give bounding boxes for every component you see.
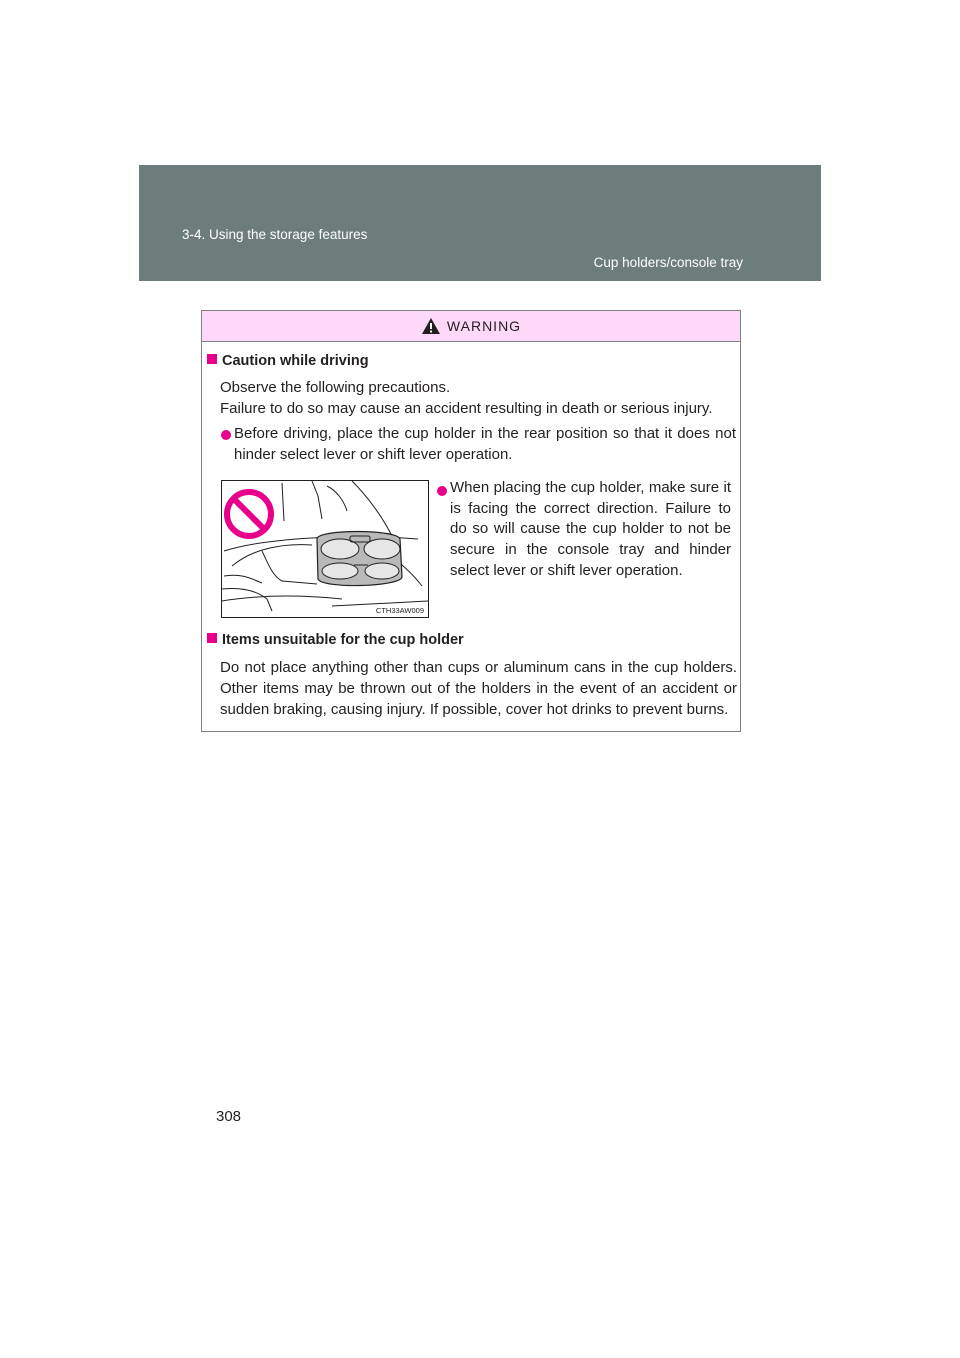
paragraph: Do not place anything other than cups or aluminum cans in the cup holders. Other items may be thrown out of the holders in the event of an accident or sudden braking, causing injury. If possible, cover hot drinks to prevent burns. [220, 659, 737, 718]
square-bullet-icon [207, 633, 217, 643]
header-band [139, 165, 821, 281]
bullet-item: When placing the cup holder, make sure it is facing the correct direction. Failure to do so will cause the cup holder to not be secure in the console tray and hinder select lever or shift lever operation. [450, 479, 731, 579]
figure-code: CTH33AW009 [375, 606, 424, 615]
page-number: 308 [216, 1108, 242, 1125]
circle-bullet-icon [437, 486, 447, 496]
square-bullet-icon [207, 354, 217, 364]
warning-triangle-icon [421, 317, 441, 335]
subsection-title: Cup holders/console tray [593, 255, 743, 270]
item-heading: Caution while driving [207, 353, 369, 369]
cup-holder-figure [221, 480, 429, 618]
warning-header [202, 311, 740, 342]
warning-title: WARNING [446, 318, 522, 334]
paragraph-line: Observe the following precautions. [220, 379, 451, 396]
item-heading: Items unsuitable for the cup holder [207, 632, 464, 648]
cup-holder-illustration [222, 481, 428, 617]
circle-bullet-icon [221, 430, 231, 440]
bullet-item: Before driving, place the cup holder in the rear position so that it does not hinder select lever or shift lever operation. [234, 425, 736, 463]
section-title: 3-4. Using the storage features [182, 227, 368, 242]
paragraph-line: Failure to do so may cause an accident resulting in death or serious injury. [220, 400, 713, 417]
warning-box [201, 310, 741, 732]
